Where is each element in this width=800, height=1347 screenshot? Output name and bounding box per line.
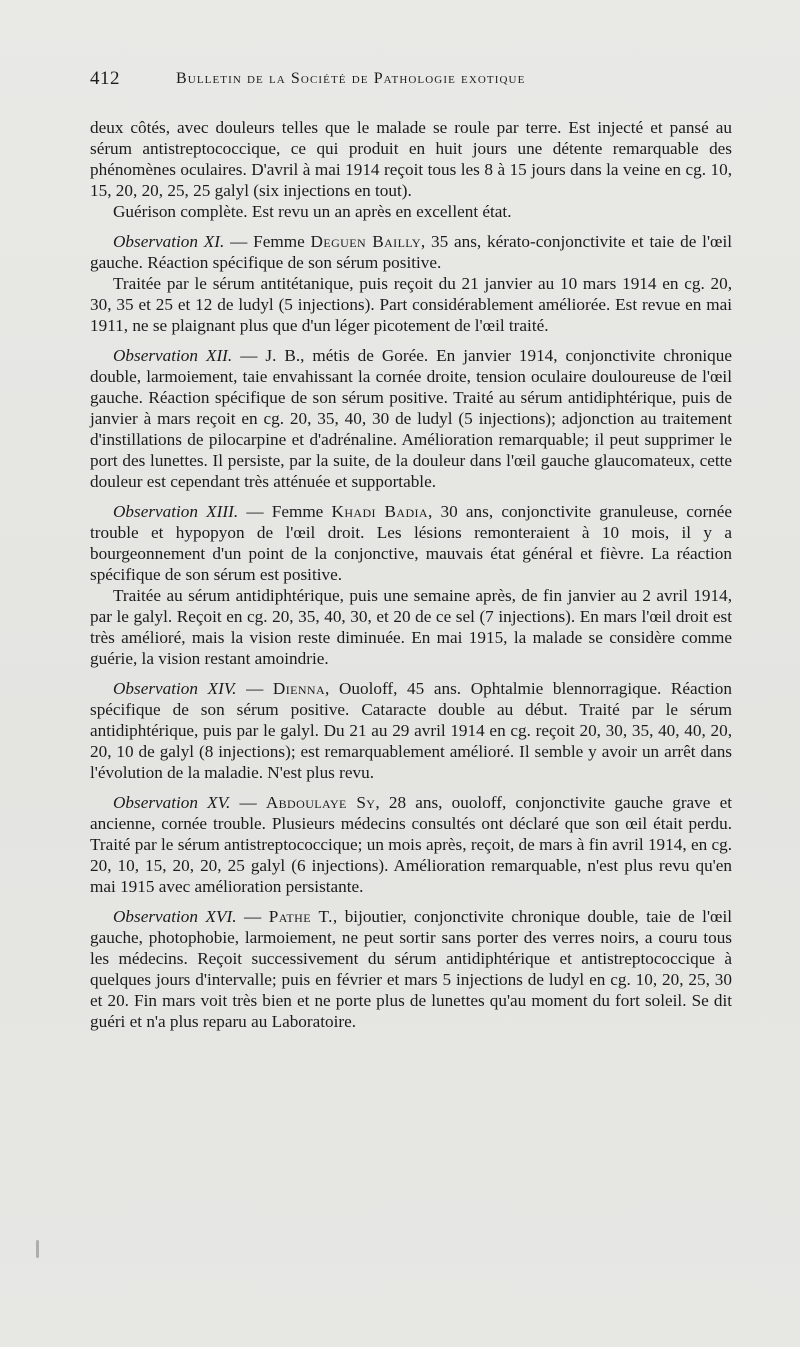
running-head — [90, 68, 730, 92]
observation-text: , 35 ans, kérato-conjonctivite et taie de l'œil gauche. Réaction spécifique de son sérum positive. — [90, 232, 733, 272]
observation-dash: — Femme — [224, 232, 311, 251]
paragraph-recovery: Guérison complète. Est revu un an après en excellent état. — [113, 202, 512, 221]
paragraph-treatment-xiii: Traitée au sérum antidiphtérique, puis une semaine après, de fin janvier au 2 avril 1914, par le galyl. Reçoit en cg. 20, 35, 40, 30, et 20 de ce sel (7 injections). En mars l'œil droit est très amélioré, mais la vision reste diminuée. En mai 1915, la malade se considère comme guérie, la vision restant amoindrie. — [90, 586, 732, 668]
patient-name: Deguen Bailly — [310, 232, 421, 251]
observation-text: , 28 ans, ouoloff, conjonctivite gauche grave et ancienne, cornée trouble. Plusieurs médecins consultés ont déclaré que son œil était perdu. Traité par le sérum antistreptococcique; un mois après, reçoit, de mars à fin avril 1914, en cg. 20, 10, 15, 20, 20, 25 galyl (6 injections). Amélioration remarquable, n'est plus revu qu'en mai 1915 avec amélioration persistante. — [90, 793, 732, 896]
paragraph-continuation: deux côtés, avec douleurs telles que le malade se roule par terre. Est injecté et pansé au sérum antistreptococcique, ce qui produit en huit jours une détente remarquable des phénomènes oculaires. D'avril à mai 1914 reçoit tous les 8 à 15 jours dans la veine en cg. 10, 15, 20, 20, 25, 25 galyl (six injections en tout). — [90, 118, 732, 200]
journal-title: Bulletin de la Société de Pathologie exotique — [176, 70, 526, 87]
observation-xv — [90, 792, 732, 897]
margin-ink-mark — [36, 1240, 39, 1258]
observation-title: Observation XVI. — [113, 907, 237, 926]
observation-xiii — [90, 501, 732, 585]
observation-title: Observation XII. — [113, 346, 233, 365]
paragraph-treatment-xi: Traitée par le sérum antitétanique, puis reçoit du 21 janvier au 10 mars 1914 en cg. 20, 30, 35 et 25 et 12 de ludyl (5 injections). Part considérablement améliorée. Est revue en mai 1911, ne se plaignant plus que d'un léger picotement de l'œil traité. — [90, 274, 732, 335]
body-text — [90, 117, 732, 1032]
observation-xvi — [90, 906, 732, 1032]
observation-title: Observation XIV. — [113, 679, 237, 698]
observation-title: Observation XI. — [113, 232, 225, 251]
observation-xi — [90, 231, 732, 273]
observation-dash: — — [236, 907, 269, 926]
observation-text: , 30 ans, conjonctivite granuleuse, cornée trouble et hypopyon de l'œil droit. Les lésions remonteraient à 10 mois, il y a bourgeonnement d'un point de la conjonctive, mauvais état général et fièvre. La réaction spécifique de son sérum est positive. — [90, 502, 733, 584]
observation-dash: — — [230, 793, 266, 812]
patient-name: Abdoulaye Sy — [265, 793, 376, 812]
patient-name: Khadi Badia — [331, 502, 429, 521]
patient-name: Dienna — [272, 679, 326, 698]
observation-title: Observation XV. — [113, 793, 231, 812]
observation-text: — J. B., métis de Gorée. En janvier 1914, conjonctivite chronique double, larmoiement, taie envahissant la cornée droite, tension oculaire douloureuse de l'œil gauche. Réaction spécifique de son sérum positive. Traité au sérum antidiphtérique, puis de janvier à mars reçoit en cg. 20, 35, 40, 30 de ludyl (5 injections); adjonction au traitement d'instillations de pilocarpine et d'adrénaline. Amélioration remarquable; il peut supprimer le port des lunettes. Il persiste, par la suite, de la douleur dans l'œil gauche glaucomateux, cette douleur est cependant très atténuée et supportable. — [90, 346, 733, 491]
observation-dash: — — [236, 679, 273, 698]
observation-xiv — [90, 678, 732, 783]
observation-title: Observation XIII. — [113, 502, 239, 521]
observation-text: , Ouoloff, 45 ans. Ophtalmie blennorragique. Réaction spécifique de son sérum positive. Cataracte double au début. Traité par le sérum antidiphtérique, puis par le galyl. Du 21 au 29 avril 1914 en cg. reçoit 20, 30, 35, 40, 40, 20, 20, 10 de galyl (8 injections); est remarquablement amélioré. Il semble y avoir un arrêt dans l'évolution de la maladie. N'est plus revu. — [90, 679, 732, 782]
observation-dash: — Femme — [238, 502, 332, 521]
page-number: 412 — [90, 68, 120, 89]
observation-xii — [90, 345, 732, 492]
observation-text: , bijoutier, conjonctivite chronique double, taie de l'œil gauche, photophobie, larmoiement, ne peut sortir sans porter des verres noirs, a couru tous les médecins. Reçoit successivement du sérum antidiphtérique et antistreptococcique à quelques jours d'intervalle; puis en février et mars 5 injections de ludyl en cg. 10, 20, 25, 30 et 20. Fin mars voit très bien et ne porte plus de lunettes qu'au moment du fort soleil. Se dit guéri et n'a plus reparu au Laboratoire. — [90, 907, 733, 1031]
patient-name: Pathe T. — [268, 907, 333, 926]
